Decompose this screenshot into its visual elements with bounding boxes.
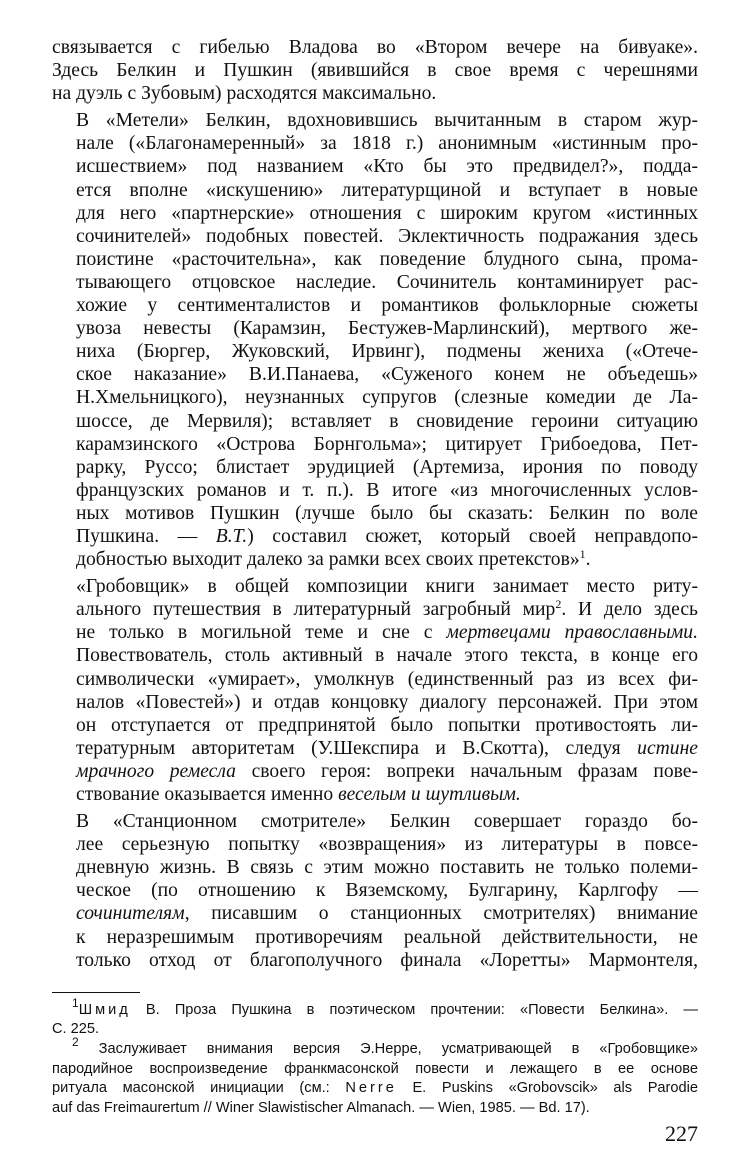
- italic-phrase: мрачного ремесла: [76, 760, 236, 782]
- italic-phrase: истине: [637, 737, 698, 759]
- main-text: [52, 36, 698, 972]
- text-fragment: тературным авторитетам (У.Шекспира и В.Скотта), следуя: [76, 737, 638, 759]
- text-line: только отход от благополучного финала «Лоретты» Мармонтеля,: [76, 949, 698, 971]
- text-line: хожие у сентименталистов и романтиков фольклорные сюжеты: [76, 295, 698, 317]
- text-line: нале («Благонамеренный» за 1818 г.) анонимным «истинным про-: [76, 133, 698, 155]
- text-line: символически «умирает», умолкнув (единственный раз из всех фи-: [76, 668, 698, 690]
- text-line: Н.Хмельницкого), неузнанных супругов (слезные комедии де Ла-: [76, 387, 698, 409]
- text-line: для него «партнерские» отношения с широким кругом «истинных: [76, 202, 698, 224]
- text-line: на дуэль с Зубовым) расходятся максимально.: [52, 83, 437, 105]
- text-fragment: , писавшим о станционных смотрителях) внимание: [184, 903, 698, 925]
- text-line: тывающего отцовское наследие. Сочинитель контаминирует рас-: [76, 271, 698, 293]
- text-fragment: не только в могильной теме и сне с: [76, 622, 447, 644]
- text-line: ных мотивов Пушкин (лучше было бы сказать: Белкин по воле: [76, 502, 698, 524]
- text-line: ческое (по отношению к Вяземскому, Булгарину, Карлгофу —: [76, 880, 698, 902]
- text-line: Здесь Белкин и Пушкин (явившийся в свое время с черешнями: [52, 60, 698, 82]
- paragraph-4: [52, 810, 698, 972]
- text-line: к неразрешимым противоречиям реальной действительности, не: [76, 926, 698, 948]
- text-line: шоссе, де Мервиля); вставляет в сновидение героини ситуацию: [76, 410, 698, 432]
- text-fragment: ритуала масонской инициации (см.:: [52, 1080, 346, 1097]
- text-line: [52, 598, 698, 621]
- text-line: налов «Повестей») и отдав концовку диалогу персонажей. При этом: [76, 691, 698, 713]
- italic-initials: В.Т.: [215, 525, 248, 547]
- text-line: поистине «расточительна», как поведение блудного сына, прома-: [76, 248, 698, 270]
- text-line: добностью выходит далеко за рамки всех своих претекстов»$^1$.: [76, 547, 591, 571]
- footnote-ref-1[interactable]: 1: [579, 547, 586, 562]
- footnote-author: Шмид: [78, 1001, 131, 1018]
- footnote-mark: 1: [72, 995, 79, 1010]
- italic-phrase: веселым и шутливым.: [338, 784, 521, 805]
- paragraph-2: [52, 109, 698, 571]
- footnote-2: [52, 1034, 698, 1118]
- footnotes: [52, 995, 698, 1119]
- text-line: ется вполне «искушению» литературщиной и вступает в новые: [76, 179, 698, 201]
- text-line: исшествием» под названием «Кто бы это предвидел?», подда-: [76, 156, 698, 178]
- text-line: «Гробовщик» в общей композиции книги занимает место риту-: [76, 576, 698, 598]
- footnote-separator: [52, 992, 140, 993]
- text-fragment: Пушкина. —: [76, 525, 216, 547]
- text-line: ское наказание» В.И.Панаева, «Суженого конем не объедешь»: [76, 364, 698, 386]
- italic-phrase: мертвецами православными.: [446, 622, 698, 644]
- text-line: сочинителей» подобных повестей. Эклектичность подражания здесь: [76, 225, 698, 247]
- italic-phrase: сочинителям: [76, 903, 185, 925]
- text-line: В «Метели» Белкин, вдохновившись вычитанным в старом жур-: [76, 110, 698, 132]
- text-line: лее серьезную попытку «возвращения» из литературы в повсе-: [76, 834, 698, 856]
- footnote-line: auf das Freimaurertum // Winer Slawistischer Almanach. — Wien, 1985. — Bd. 17).: [52, 1099, 590, 1116]
- text-line: он отступается от предпринятой было попытки противостоять ли-: [76, 714, 698, 736]
- text-fragment: E. Puskins «Grobovscik» als Parodie: [396, 1080, 698, 1097]
- text-fragment: Заслуживает внимания версия Э.Нерре, усматривающей в «Гробовщике»: [98, 1040, 698, 1057]
- book-page: [52, 36, 698, 1118]
- text-line: [52, 621, 698, 644]
- text-line: Повествователь, столь активный в начале этого текста, в конце его: [76, 645, 698, 667]
- text-line: рарку, Руссо; блистает эрудицией (Артемиза, ирония по поводу: [76, 456, 698, 478]
- footnote-ref-2[interactable]: 2: [555, 597, 562, 612]
- text-fragment: ального путешествия в литературный загробный мир: [76, 599, 556, 621]
- text-line: карамзинского «Острова Борнгольма»; цитирует Грибоедова, Пет-: [76, 433, 698, 455]
- text-fragment: В. Проза Пушкина в поэтическом прочтении: «Повести Белкина». —: [130, 1001, 698, 1018]
- text-fragment: ствование оказывается именно: [76, 784, 339, 805]
- page-number: 227: [665, 1121, 698, 1146]
- text-line: связывается с гибелью Владова во «Втором вечере на бивуаке».: [52, 37, 698, 58]
- text-line: [52, 760, 698, 783]
- footnote-author: Nerre: [345, 1080, 397, 1097]
- text-line: [52, 902, 698, 925]
- text-line: ниха (Бюргер, Жуковский, Ирвинг), подмены жениха («Отече-: [76, 341, 698, 363]
- text-line: французских романов и т. п.). В итоге «из многочисленных услов-: [76, 479, 698, 501]
- paragraph-3: [52, 575, 698, 806]
- text-line: [52, 783, 698, 806]
- footnote-line: [52, 1079, 698, 1099]
- footnote-line: С. 225.: [52, 1021, 100, 1038]
- footnote-line: [52, 995, 698, 1021]
- footnote-mark: 2: [72, 1034, 79, 1049]
- text-fragment: ) составил сюжет, который своей неправдопо-: [247, 525, 698, 547]
- text-line: дневную жизнь. В связь с этим можно поставить не только полеми-: [76, 857, 698, 879]
- footnote-line: [52, 1034, 698, 1060]
- text-line: В «Станционном смотрителе» Белкин совершает гораздо бо-: [76, 811, 698, 833]
- footnote-1: [52, 995, 698, 1040]
- footnote-line: пародийное воспроизведение франкмасонской повести и лежащего в ее основе: [52, 1060, 698, 1077]
- text-fragment: . И дело здесь: [561, 599, 698, 621]
- text-line: увоза невесты (Карамзин, Бестужев-Марлинский), мертвого же-: [76, 318, 698, 340]
- text-line: [52, 525, 698, 548]
- paragraph-1: [52, 36, 698, 105]
- text-line: [52, 737, 698, 760]
- text-fragment: своего героя: вопреки начальным фразам пове-: [251, 760, 698, 782]
- text-fragment: добностью выходит далеко за рамки всех своих претекстов»: [76, 549, 580, 571]
